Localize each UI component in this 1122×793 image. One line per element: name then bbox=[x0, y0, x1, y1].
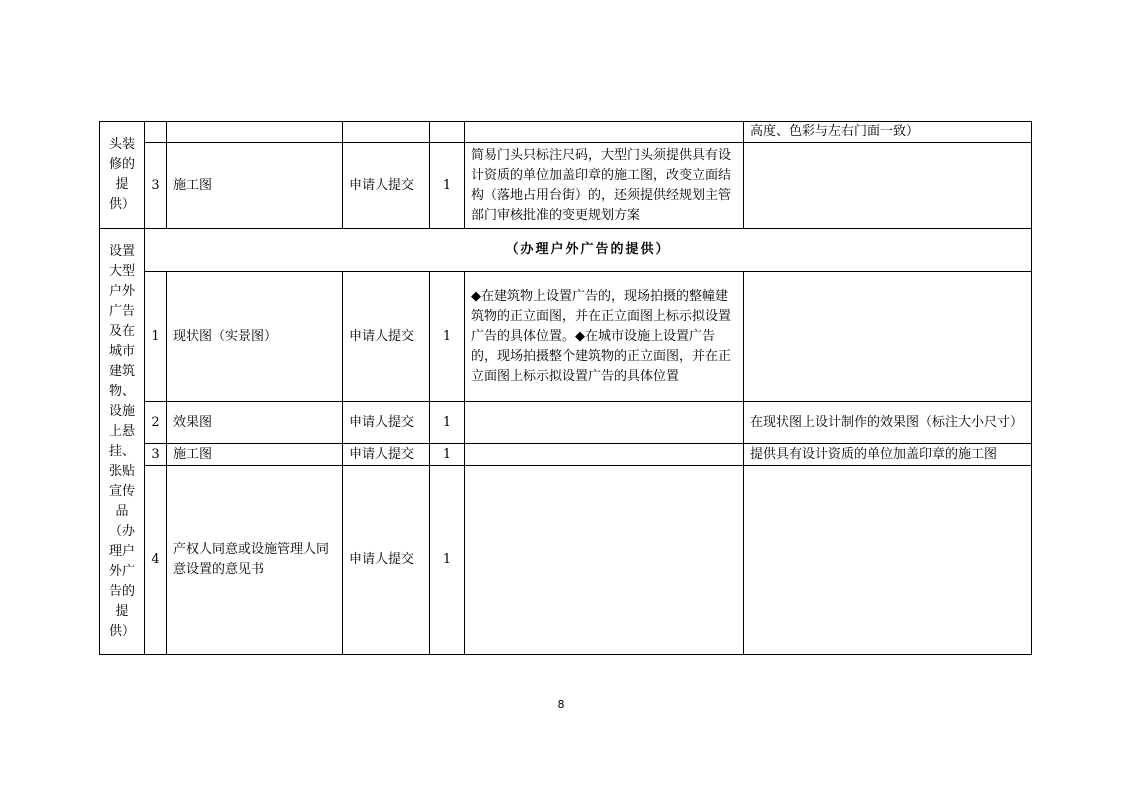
item-quantity: 1 bbox=[430, 272, 465, 402]
item-source: 申请人提交 bbox=[343, 402, 430, 444]
item-quantity: 1 bbox=[430, 444, 465, 466]
item-requirement bbox=[465, 466, 744, 655]
item-quantity: 1 bbox=[430, 143, 465, 229]
materials-table bbox=[99, 121, 1032, 655]
item-quantity: 1 bbox=[430, 402, 465, 444]
item-requirement bbox=[465, 444, 744, 466]
table-row bbox=[100, 444, 1032, 466]
item-quantity bbox=[430, 122, 465, 143]
item-requirement bbox=[465, 122, 744, 143]
table-row bbox=[100, 122, 1032, 143]
item-note: 高度、色彩与左右门面一致） bbox=[744, 122, 1032, 143]
category-cell: 设置大型户外广告及在城市建筑物、设施上悬挂、张贴宣传品（办理户外广告的提供） bbox=[100, 229, 145, 655]
item-number: 3 bbox=[145, 444, 167, 466]
table-row bbox=[100, 402, 1032, 444]
item-requirement: 简易门头只标注尺码，大型门头须提供具有设计资质的单位加盖印章的施工图，改变立面结构（落地占用台街）的，还须提供经规划主管部门审核批准的变更规划方案 bbox=[465, 143, 744, 229]
table-row bbox=[100, 466, 1032, 655]
item-requirement bbox=[465, 402, 744, 444]
item-note bbox=[744, 272, 1032, 402]
item-source: 申请人提交 bbox=[343, 272, 430, 402]
item-source: 申请人提交 bbox=[343, 444, 430, 466]
item-note: 在现状图上设计制作的效果图（标注大小尺寸） bbox=[744, 402, 1032, 444]
item-number: 3 bbox=[145, 143, 167, 229]
item-name bbox=[167, 122, 343, 143]
item-name: 现状图（实景图） bbox=[167, 272, 343, 402]
item-name: 施工图 bbox=[167, 143, 343, 229]
item-number: 1 bbox=[145, 272, 167, 402]
page-number: 8 bbox=[557, 698, 565, 711]
item-note: 提供具有设计资质的单位加盖印章的施工图 bbox=[744, 444, 1032, 466]
item-note bbox=[744, 143, 1032, 229]
item-source: 申请人提交 bbox=[343, 143, 430, 229]
item-note bbox=[744, 466, 1032, 655]
table-row bbox=[100, 143, 1032, 229]
item-source: 申请人提交 bbox=[343, 466, 430, 655]
table-row bbox=[100, 272, 1032, 402]
item-name: 施工图 bbox=[167, 444, 343, 466]
item-number: 2 bbox=[145, 402, 167, 444]
item-name: 产权人同意或设施管理人同意设置的意见书 bbox=[167, 466, 343, 655]
item-number: 4 bbox=[145, 466, 167, 655]
item-requirement: ◆在建筑物上设置广告的，现场拍摄的整幢建筑物的正立面图，并在正立面图上标示拟设置广告的具体位置。◆在城市设施上设置广告的，现场拍摄整个建筑物的正立面图，并在正立面图上标示拟设置广告的具体位置 bbox=[465, 272, 744, 402]
category-cell: 头装修的提供） bbox=[100, 122, 145, 229]
section-title: （办理户外广告的提供） bbox=[145, 229, 1032, 272]
item-number bbox=[145, 122, 167, 143]
item-quantity: 1 bbox=[430, 466, 465, 655]
item-name: 效果图 bbox=[167, 402, 343, 444]
item-source bbox=[343, 122, 430, 143]
table-row bbox=[100, 229, 1032, 272]
